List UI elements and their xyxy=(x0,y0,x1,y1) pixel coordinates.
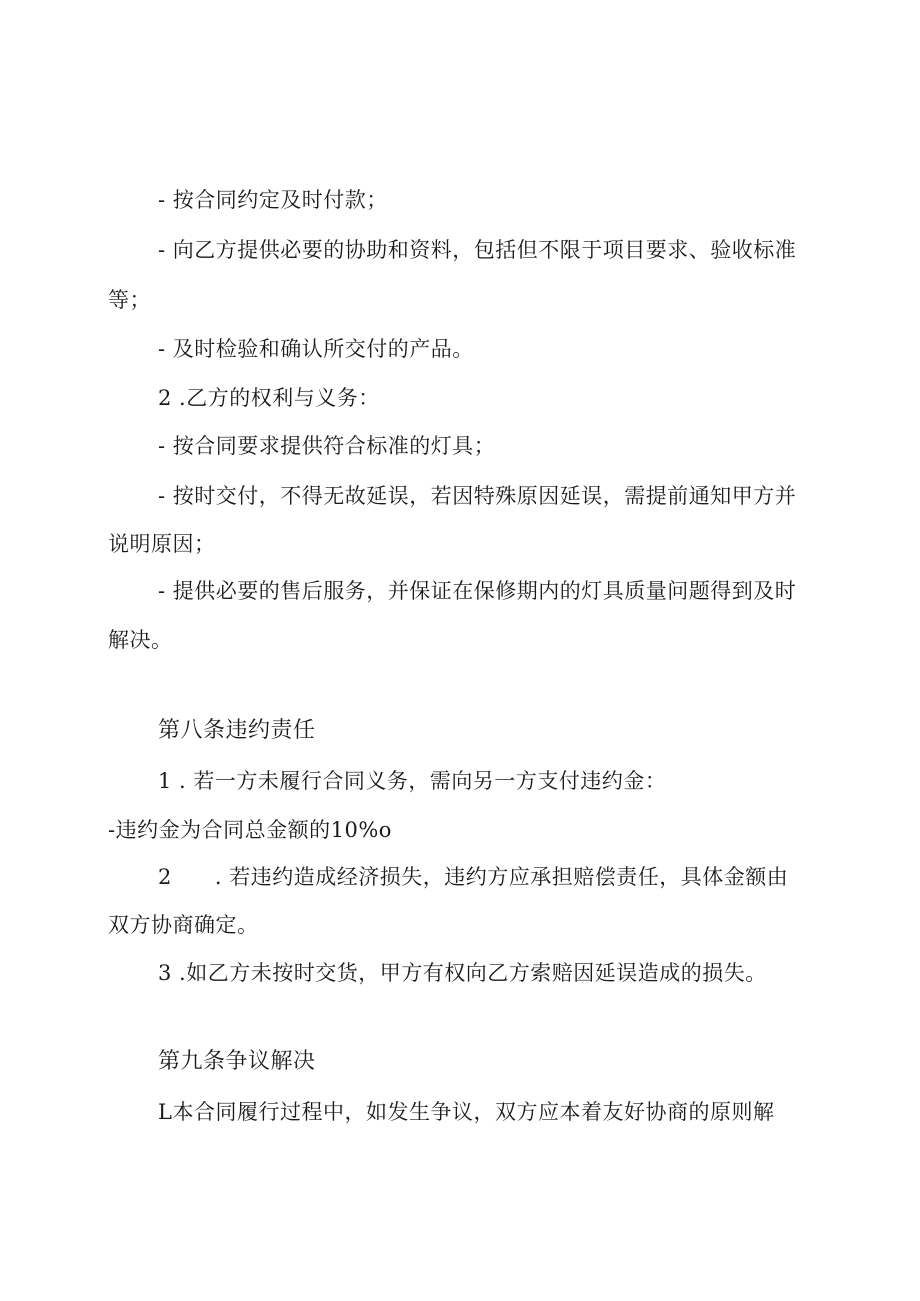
text-line: 双方协商确定。 xyxy=(108,913,259,937)
text-line: - 按合同约定及时付款； xyxy=(158,188,388,212)
text-line: 说明原因； xyxy=(108,532,216,556)
text-line: 2 . 若违约造成经济损失，违约方应承担赔偿责任，具体金额由 xyxy=(158,865,789,889)
text-line: - 向乙方提供必要的协助和资料，包括但不限于项目要求、验收标准 xyxy=(158,238,797,262)
text-line: -违约金为合同总金额的10%o xyxy=(108,818,392,842)
section-heading: 第八条违约责任 xyxy=(158,718,316,743)
text-line: - 及时检验和确认所交付的产品。 xyxy=(158,337,474,361)
text-line: - 提供必要的售后服务，并保证在保修期内的灯具质量问题得到及时 xyxy=(158,579,797,603)
text-line: 解决。 xyxy=(108,628,173,652)
text-line: 2 .乙方的权利与义务： xyxy=(158,386,380,410)
text-line: 1 . 若一方未履行合同义务，需向另一方支付违约金： xyxy=(158,769,667,793)
text-line: L本合同履行过程中，如发生争议，双方应本着友好协商的原则解 xyxy=(158,1100,775,1124)
section-heading: 第九条争议解决 xyxy=(158,1049,316,1074)
text-line: - 按合同要求提供符合标准的灯具； xyxy=(158,434,496,458)
text-line: 3 .如乙方未按时交货，甲方有权向乙方索赔因延误造成的损失。 xyxy=(158,961,767,985)
text-line: - 按时交付，不得无故延误，若因特殊原因延误，需提前通知甲方并 xyxy=(158,484,797,508)
text-line: 等； xyxy=(108,288,151,312)
